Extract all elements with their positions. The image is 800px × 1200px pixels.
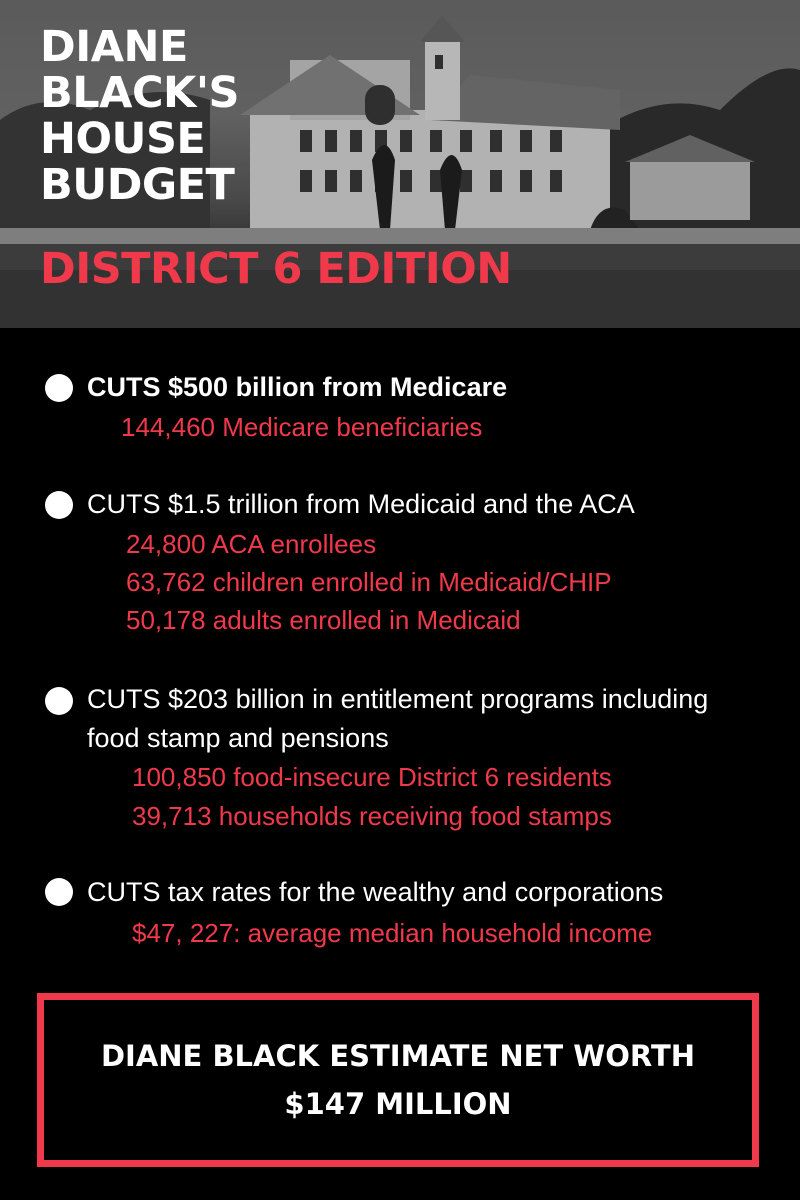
detail-line: 39,713 households receiving food stamps: [132, 801, 612, 831]
cut-heading-tax: CUTS tax rates for the wealthy and corporations: [87, 877, 664, 907]
detail-line: 24,800 ACA enrollees: [126, 529, 377, 559]
net-worth-label: DIANE BLACK ESTIMATE NET WORTH: [100, 1039, 696, 1073]
detail-line: 63,762 children enrolled in Medicaid/CHIP: [126, 567, 612, 597]
header-banner: [0, 0, 800, 328]
bullet-icon: [45, 687, 73, 715]
title-line: HOUSE: [40, 114, 206, 164]
page-title: [40, 24, 239, 208]
title-line: BLACK'S: [40, 68, 239, 118]
edition-subtitle: DISTRICT 6 EDITION: [40, 244, 512, 294]
cut-heading-entitlements: CUTS $203 billion in entitlement programs including: [87, 684, 709, 714]
net-worth-value: $147 MILLION: [284, 1087, 512, 1121]
detail-line: 50,178 adults enrolled in Medicaid: [126, 605, 521, 635]
detail-line: 144,460 Medicare beneficiaries: [121, 412, 483, 442]
bullet-icon: [45, 491, 73, 519]
detail-line: 100,850 food-insecure District 6 residents: [132, 762, 612, 792]
net-worth-box: [37, 993, 759, 1167]
cut-heading-medicaid: CUTS $1.5 trillion from Medicaid and the ACA: [87, 489, 635, 519]
bullet-icon: [45, 878, 73, 906]
bullet-icon: [45, 374, 73, 402]
detail-line: $47, 227: average median household income: [132, 918, 653, 948]
cut-heading-medicare: CUTS $500 billion from Medicare: [87, 372, 508, 402]
title-line: DIANE: [40, 22, 188, 72]
title-line: BUDGET: [40, 160, 235, 210]
cut-heading-entitlements-cont: food stamp and pensions: [87, 723, 389, 753]
